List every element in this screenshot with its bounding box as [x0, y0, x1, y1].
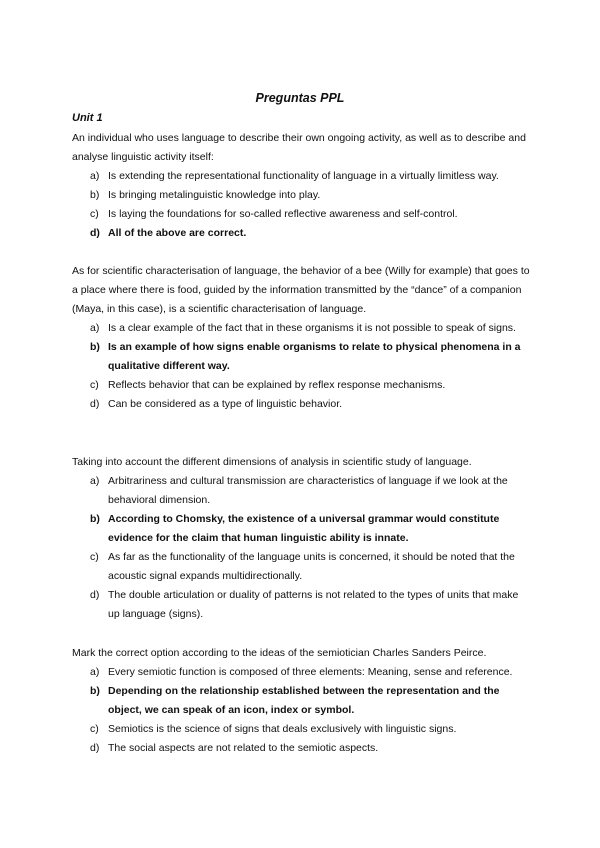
option-list [72, 319, 532, 414]
option-marker: c) [90, 379, 99, 391]
option-text: Is a clear example of the fact that in these organisms it is not possible to speak of signs. [108, 322, 516, 334]
option-b-correct [72, 338, 532, 376]
option-text: Arbitrariness and cultural transmission are characteristics of language if we look at the behavioral dimension. [108, 475, 508, 506]
unit-heading: Unit 1 [72, 112, 103, 124]
question-stem: Taking into account the different dimensions of analysis in scientific study of language. [72, 456, 472, 468]
option-text: Depending on the relationship established between the representation and the object, we can speak of an icon, index or symbol. [108, 685, 500, 716]
option-d [72, 739, 532, 758]
question-3 [72, 453, 532, 624]
option-text: Is extending the representational functionality of language in a virtually limitless way. [108, 170, 499, 182]
option-text: Is an example of how signs enable organisms to relate to physical phenomena in a qualitative different way. [108, 341, 521, 372]
option-marker: a) [90, 322, 100, 334]
option-text: Reflects behavior that can be explained by reflex response mechanisms. [108, 379, 446, 391]
option-marker: b) [90, 341, 100, 353]
question-stem: An individual who uses language to describe their own ongoing activity, as well as to describe and analyse linguistic activity itself: [72, 132, 526, 163]
question-stem: Mark the correct option according to the ideas of the semiotician Charles Sanders Peirce. [72, 647, 487, 659]
option-marker: b) [90, 513, 100, 525]
option-text: The social aspects are not related to the semiotic aspects. [108, 742, 379, 754]
option-text: As far as the functionality of the language units is concerned, it should be noted that the acoustic signal expands multidirectionally. [108, 551, 515, 582]
option-b [72, 186, 532, 205]
option-marker: d) [90, 742, 100, 754]
option-list [72, 167, 532, 243]
option-a [72, 167, 532, 186]
option-list [72, 663, 532, 758]
option-marker: d) [90, 589, 100, 601]
option-marker: c) [90, 723, 99, 735]
option-list [72, 472, 532, 624]
option-text: The double articulation or duality of patterns is not related to the types of units that make up language (signs). [108, 589, 519, 620]
option-c [72, 720, 532, 739]
option-marker: b) [90, 685, 100, 697]
question-stem: As for scientific characterisation of language, the behavior of a bee (Willy for example) that goes to a place where there is food, guided by the information transmitted by the “dance” of a companion (Maya, in this case), is a scientific characterisation of language. [72, 265, 530, 315]
option-text: All of the above are correct. [108, 227, 247, 239]
option-a [72, 319, 532, 338]
option-d-correct [72, 224, 532, 243]
option-text: Semiotics is the science of signs that deals exclusively with linguistic signs. [108, 723, 457, 735]
question-1 [72, 129, 532, 243]
option-marker: a) [90, 170, 100, 182]
option-text: Is bringing metalinguistic knowledge into play. [108, 189, 321, 201]
question-4 [72, 644, 532, 758]
option-b-correct [72, 510, 532, 548]
option-marker: d) [90, 398, 100, 410]
option-a [72, 663, 532, 682]
option-d [72, 395, 532, 414]
option-c [72, 548, 532, 586]
option-text: Is laying the foundations for so-called reflective awareness and self-control. [108, 208, 458, 220]
option-text: Every semiotic function is composed of three elements: Meaning, sense and reference. [108, 666, 513, 678]
option-marker: a) [90, 475, 100, 487]
page-title: Preguntas PPL [255, 91, 345, 105]
option-b-correct [72, 682, 532, 720]
option-marker: a) [90, 666, 100, 678]
option-c [72, 376, 532, 395]
question-2 [72, 262, 532, 414]
option-marker: c) [90, 551, 99, 563]
option-text: Can be considered as a type of linguistic behavior. [108, 398, 343, 410]
option-marker: d) [90, 227, 100, 239]
option-a [72, 472, 532, 510]
option-text: According to Chomsky, the existence of a universal grammar would constitute evidence for the claim that human linguistic ability is innate. [108, 513, 500, 544]
option-c [72, 205, 532, 224]
option-marker: b) [90, 189, 100, 201]
option-marker: c) [90, 208, 99, 220]
option-d [72, 586, 532, 624]
